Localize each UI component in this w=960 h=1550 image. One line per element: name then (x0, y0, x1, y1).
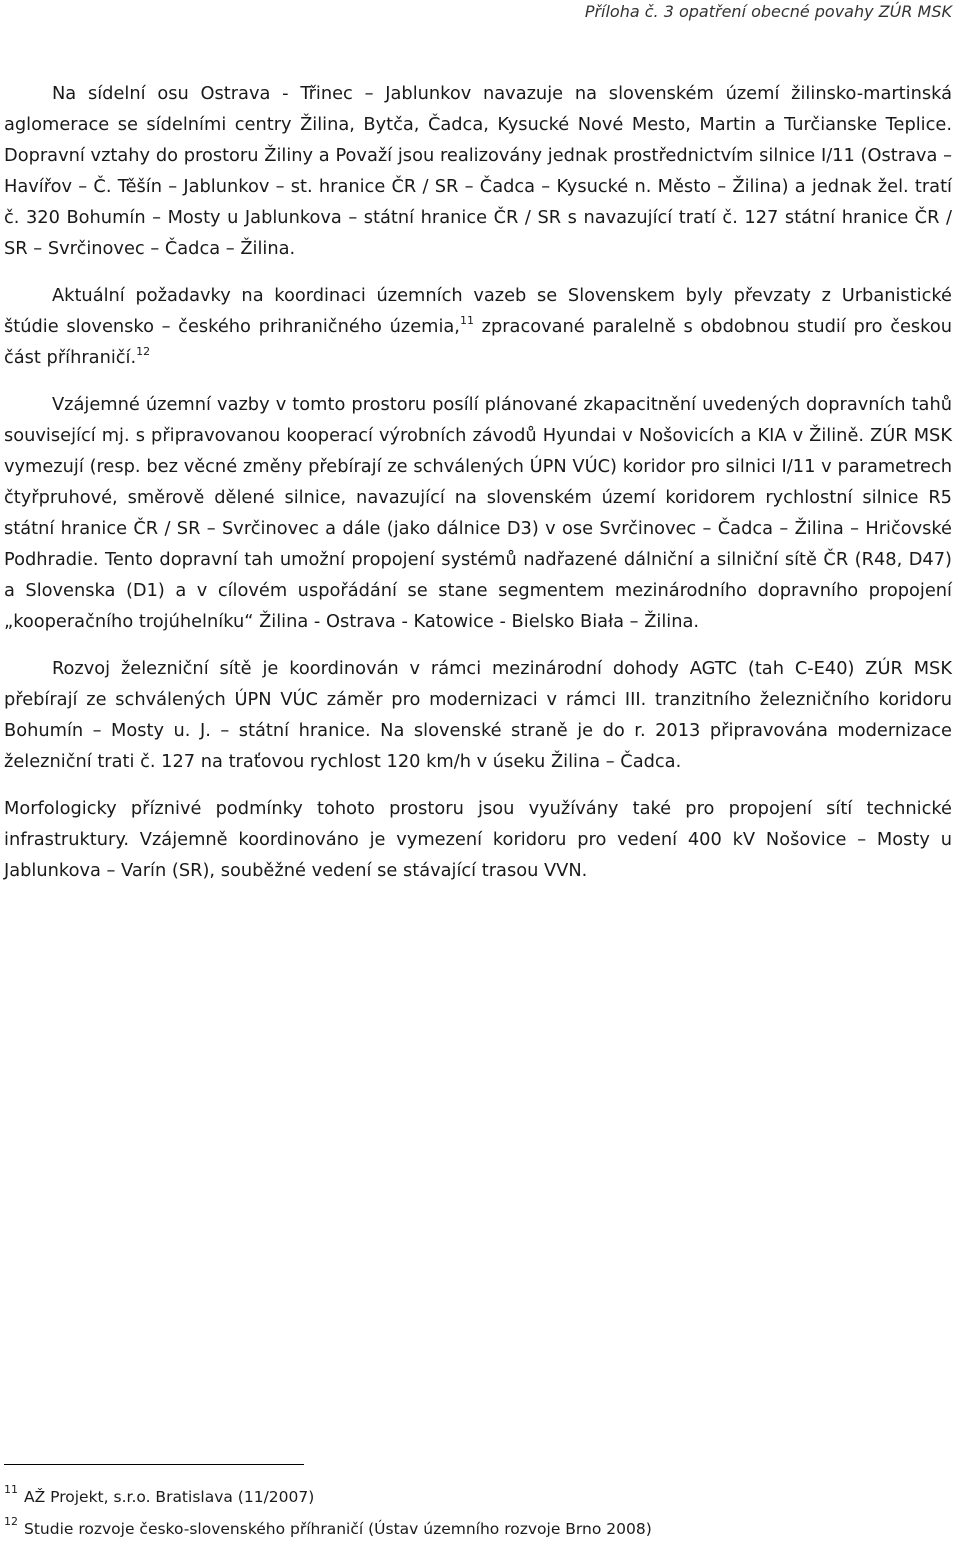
paragraph-1: Na sídelní osu Ostrava - Třinec – Jablunkov navazuje na slovenském území žilinsko-martinská aglomerace se sídelními centry Žilina, Bytča, Čadca, Kysucké Nové Mesto, Martin a Turčianske Teplice. Dopravní vztahy do prostoru Žiliny a Považí jsou realizovány jednak prostřednictvím silnice I/11 (Ostrava – Havířov – Č. Těšín – Jablunkov – st. hranice ČR / SR – Čadca – Kysucké n. Město – Žilina) a jednak žel. tratí č. 320 Bohumín – Mosty u Jablunkova – státní hranice ČR / SR s navazující tratí č. 127 státní hranice ČR / SR – Svrčinovec – Čadca – Žilina. (4, 83, 952, 259)
footnote-11 (4, 1483, 944, 1508)
paragraph-2 (4, 280, 952, 373)
footnote-ref-12[interactable]: 12 (136, 345, 151, 358)
document-body (4, 78, 952, 886)
footnote-text: AŽ Projekt, s.r.o. Bratislava (11/2007) (24, 1488, 315, 1506)
footnote-separator (4, 1464, 304, 1465)
footnote-text: Studie rozvoje česko-slovenského příhraničí (Ústav územního rozvoje Brno 2008) (24, 1520, 652, 1538)
footnote-12 (4, 1515, 944, 1540)
footnote-ref-11[interactable]: 11 (459, 314, 474, 327)
footnotes (4, 1483, 944, 1550)
paragraph-3: Vzájemné územní vazby v tomto prostoru posílí plánované zkapacitnění uvedených dopravních tahů související mj. s připravovanou kooperací výrobních závodů Hyundai v Nošovicích a KIA v Žilině. ZÚR MSK vymezují (resp. bez věcné změny přebírají ze schválených ÚPN VÚC) koridor pro silnici I/11 v parametrech čtyřpruhové, směrově dělené silnice, navazující na slovenském území koridorem rychlostní silnice R5 státní hranice ČR / SR – Svrčinovec a dále (jako dálnice D3) v ose Svrčinovec – Čadca – Žilina – Hričovské Podhradie. Tento dopravní tah umožní propojení systémů nadřazené dálniční a silniční sítě ČR (R48, D47) a Slovenska (D1) a v cílovém uspořádání se stane segmentem mezinárodního dopravního propojení „kooperačního trojúhelníku“ Žilina - Ostrava - Katowice - Bielsko Biała – Žilina. (4, 394, 952, 632)
paragraph-5: Morfologicky příznivé podmínky tohoto prostoru jsou využívány také pro propojení sítí technické infrastruktury. Vzájemně koordinováno je vymezení koridoru pro vedení 400 kV Nošovice – Mosty u Jablunkova – Varín (SR), souběžné vedení se stávající trasou VVN. (4, 798, 952, 881)
footnote-number: 11 (4, 1483, 18, 1496)
paragraph-4: Rozvoj železniční sítě je koordinován v rámci mezinárodní dohody AGTC (tah C-E40) ZÚR MSK přebírají ze schválených ÚPN VÚC záměr pro modernizaci v rámci III. tranzitního železničního koridoru Bohumín – Mosty u. J. – státní hranice. Na slovenské straně je do r. 2013 připravována modernizace železniční trati č. 127 na traťovou rychlost 120 km/h v úseku Žilina – Čadca. (4, 658, 952, 772)
footnote-number: 12 (4, 1515, 18, 1528)
paragraph-2-text-b: zpracované paralelně s obdobnou studií pro českou část příhraničí. (4, 316, 952, 368)
paragraph-2-text-a: Aktuální požadavky na koordinaci územních vazeb se Slovenskem byly převzaty z Urbanistické štúdie slovensko – českého prihraničného územia, (4, 285, 952, 337)
page-header: Příloha č. 3 opatření obecné povahy ZÚR MSK (584, 2, 952, 21)
